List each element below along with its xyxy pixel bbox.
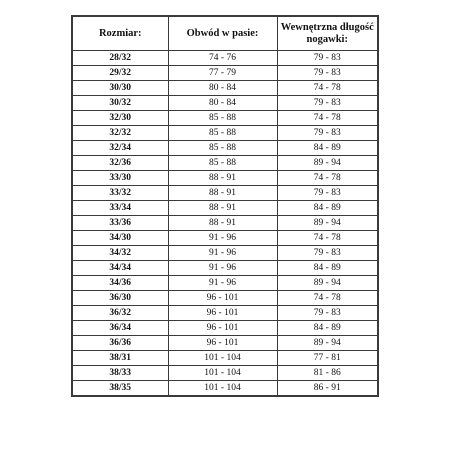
size-cell: 36/30 xyxy=(72,291,168,306)
waist-cell: 91 - 96 xyxy=(168,246,277,261)
waist-cell: 101 - 104 xyxy=(168,351,277,366)
header-waist: Obwód w pasie: xyxy=(168,16,277,51)
waist-cell: 85 - 88 xyxy=(168,156,277,171)
inseam-cell: 77 - 81 xyxy=(277,351,378,366)
table-row xyxy=(72,231,378,246)
inseam-cell: 89 - 94 xyxy=(277,156,378,171)
inseam-cell: 84 - 89 xyxy=(277,141,378,156)
waist-cell: 88 - 91 xyxy=(168,186,277,201)
waist-cell: 96 - 101 xyxy=(168,321,277,336)
size-cell: 33/32 xyxy=(72,186,168,201)
inseam-cell: 79 - 83 xyxy=(277,186,378,201)
waist-cell: 96 - 101 xyxy=(168,306,277,321)
size-cell: 33/36 xyxy=(72,216,168,231)
waist-cell: 91 - 96 xyxy=(168,276,277,291)
waist-cell: 91 - 96 xyxy=(168,231,277,246)
waist-cell: 80 - 84 xyxy=(168,96,277,111)
header-inseam: Wewnętrzna długość nogawki: xyxy=(277,16,378,51)
inseam-cell: 84 - 89 xyxy=(277,261,378,276)
inseam-cell: 89 - 94 xyxy=(277,336,378,351)
table-row xyxy=(72,111,378,126)
size-cell: 32/36 xyxy=(72,156,168,171)
table-row xyxy=(72,246,378,261)
waist-cell: 85 - 88 xyxy=(168,141,277,156)
table-row xyxy=(72,201,378,216)
size-chart-sheet xyxy=(71,15,377,397)
table-row xyxy=(72,366,378,381)
waist-cell: 88 - 91 xyxy=(168,216,277,231)
inseam-cell: 74 - 78 xyxy=(277,291,378,306)
waist-cell: 96 - 101 xyxy=(168,336,277,351)
size-chart-header xyxy=(72,16,378,51)
table-row xyxy=(72,291,378,306)
inseam-cell: 79 - 83 xyxy=(277,51,378,66)
inseam-cell: 86 - 91 xyxy=(277,381,378,397)
table-row xyxy=(72,156,378,171)
table-row xyxy=(72,141,378,156)
inseam-cell: 89 - 94 xyxy=(277,276,378,291)
waist-cell: 101 - 104 xyxy=(168,366,277,381)
inseam-cell: 74 - 78 xyxy=(277,171,378,186)
size-cell: 30/32 xyxy=(72,96,168,111)
size-chart-body xyxy=(72,51,378,397)
inseam-cell: 79 - 83 xyxy=(277,66,378,81)
table-row xyxy=(72,351,378,366)
header-row xyxy=(72,16,378,51)
inseam-cell: 79 - 83 xyxy=(277,246,378,261)
size-cell: 36/34 xyxy=(72,321,168,336)
size-cell: 36/32 xyxy=(72,306,168,321)
size-cell: 34/30 xyxy=(72,231,168,246)
waist-cell: 96 - 101 xyxy=(168,291,277,306)
waist-cell: 77 - 79 xyxy=(168,66,277,81)
waist-cell: 80 - 84 xyxy=(168,81,277,96)
table-row xyxy=(72,171,378,186)
table-row xyxy=(72,336,378,351)
size-cell: 32/30 xyxy=(72,111,168,126)
table-row xyxy=(72,96,378,111)
waist-cell: 88 - 91 xyxy=(168,171,277,186)
waist-cell: 101 - 104 xyxy=(168,381,277,397)
size-cell: 33/34 xyxy=(72,201,168,216)
table-row xyxy=(72,126,378,141)
size-cell: 34/34 xyxy=(72,261,168,276)
table-row xyxy=(72,216,378,231)
inseam-cell: 79 - 83 xyxy=(277,126,378,141)
table-row xyxy=(72,321,378,336)
table-row xyxy=(72,306,378,321)
size-chart-table xyxy=(71,15,379,397)
table-row xyxy=(72,381,378,397)
size-cell: 33/30 xyxy=(72,171,168,186)
table-row xyxy=(72,51,378,66)
size-cell: 36/36 xyxy=(72,336,168,351)
inseam-cell: 81 - 86 xyxy=(277,366,378,381)
table-row xyxy=(72,81,378,96)
inseam-cell: 84 - 89 xyxy=(277,321,378,336)
waist-cell: 85 - 88 xyxy=(168,111,277,126)
waist-cell: 88 - 91 xyxy=(168,201,277,216)
waist-cell: 91 - 96 xyxy=(168,261,277,276)
size-cell: 32/34 xyxy=(72,141,168,156)
size-cell: 38/35 xyxy=(72,381,168,397)
inseam-cell: 74 - 78 xyxy=(277,231,378,246)
inseam-cell: 84 - 89 xyxy=(277,201,378,216)
size-cell: 34/32 xyxy=(72,246,168,261)
size-cell: 38/31 xyxy=(72,351,168,366)
inseam-cell: 89 - 94 xyxy=(277,216,378,231)
inseam-cell: 79 - 83 xyxy=(277,306,378,321)
waist-cell: 74 - 76 xyxy=(168,51,277,66)
table-row xyxy=(72,186,378,201)
inseam-cell: 74 - 78 xyxy=(277,111,378,126)
size-cell: 30/30 xyxy=(72,81,168,96)
inseam-cell: 74 - 78 xyxy=(277,81,378,96)
header-size: Rozmiar: xyxy=(72,16,168,51)
waist-cell: 85 - 88 xyxy=(168,126,277,141)
size-cell: 29/32 xyxy=(72,66,168,81)
table-row xyxy=(72,276,378,291)
table-row xyxy=(72,261,378,276)
inseam-cell: 79 - 83 xyxy=(277,96,378,111)
table-row xyxy=(72,66,378,81)
size-cell: 32/32 xyxy=(72,126,168,141)
size-cell: 34/36 xyxy=(72,276,168,291)
size-cell: 38/33 xyxy=(72,366,168,381)
size-cell: 28/32 xyxy=(72,51,168,66)
